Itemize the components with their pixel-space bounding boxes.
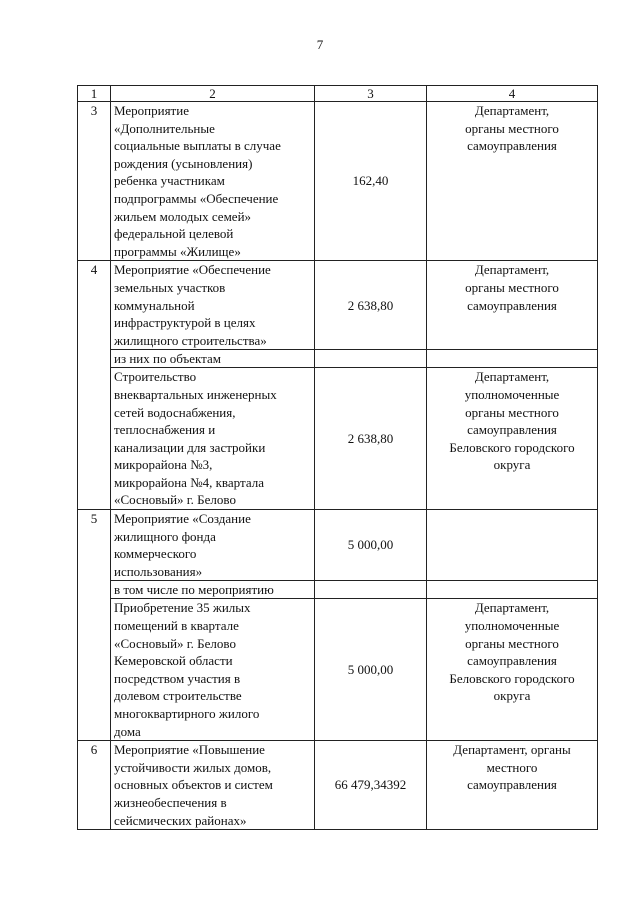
activity-text-line: жильем молодых семей» [114,208,252,224]
row-number-cell [78,510,111,581]
activity-text-line: коммунальной [114,297,195,313]
activity-text-line: жизнеобеспечения в [114,794,227,810]
amount-value: 2 638,80 [347,430,394,446]
row-number: 5 [90,511,98,527]
activity-cell [111,599,315,741]
activity-text-line: теплоснабжения и [114,422,216,438]
executor-text-line: округа [493,457,531,473]
amount-cell [315,510,427,581]
activity-text-line: Мероприятие [114,103,189,118]
row-number-cell [78,741,111,830]
activity-text-line: программы «Жилище» [114,243,241,259]
activity-text-line: подпрограммы «Обеспечение [114,190,279,206]
table-row [78,741,598,830]
activity-text-line: федеральной целевой [114,226,234,242]
row-number-cell [78,350,111,368]
activity-text-line: устойчивости жилых домов, [114,759,272,775]
subheader-cell [111,350,315,368]
executor-cell [427,510,598,581]
activity-text-line: «Сосновый» г. Белово [114,492,236,508]
activity-text-line: внеквартальных инженерных [114,386,277,402]
amount-cell [315,261,427,350]
executor-text-line: Департамент, [474,262,550,278]
subheader-label: в том числе по мероприятию [114,582,274,598]
activity-text-line: посредством участия в [114,670,241,686]
executor-text-line: самоуправления [467,297,557,313]
activity-text-line: сетей водоснабжения, [114,404,236,420]
table-row [78,599,598,741]
executor-cell [427,599,598,741]
executor-text-line: самоуправления [467,777,557,793]
activity-cell [111,741,315,830]
activity-cell [111,510,315,581]
row-number: 4 [90,262,98,278]
executor-text-line: округа [493,688,531,704]
activity-text-line: использования» [114,563,203,579]
executor-text-line: Департамент, органы [453,742,571,758]
empty-cell [315,350,427,368]
executor-text-line: Департамент, [474,600,550,616]
amount-cell [315,102,427,261]
amount-cell [315,741,427,830]
activity-text-line: микрорайона №3, [114,457,213,473]
activity-text-line: социальные выплаты в случае [114,138,281,154]
empty-cell [315,581,427,599]
activity-text-line: многоквартирного жилого [114,706,260,721]
amount-value: 5 000,00 [347,537,394,553]
activity-text-line: Мероприятие «Создание [114,511,251,527]
amount-value: 66 479,34392 [334,777,407,793]
executor-text-line: уполномоченные [464,386,560,402]
column-header: 1 [78,86,111,102]
executor-text-line: самоуправления [467,422,557,438]
table-row [78,261,598,350]
executor-text-line: органы местного [465,120,559,136]
column-header: 2 [111,86,315,102]
activity-text-line: ребенка участникам [114,173,225,189]
table-row [78,102,598,261]
row-number-cell [78,102,111,261]
activity-text-line: «Дополнительные [114,120,215,136]
executor-text-line: самоуправления [467,138,557,154]
activity-text-line: дома [114,723,141,739]
row-number: 6 [90,742,98,758]
activity-text-line: Приобретение 35 жилых [114,600,251,616]
activity-cell [111,261,315,350]
executor-cell [427,102,598,261]
activity-text-line: основных объектов и систем [114,777,273,793]
amount-value: 2 638,80 [347,297,394,313]
subheader-cell [111,581,315,599]
amount-value: 5 000,00 [347,662,394,678]
amount-cell [315,368,427,510]
activity-text-line: инфраструктурой в целях [114,315,256,331]
activity-text-line: канализации для застройки [114,439,266,455]
activity-text-line: жилищного строительства» [114,332,267,348]
empty-cell [427,350,598,368]
executor-text-line: Департамент, [474,103,550,118]
empty-cell [427,581,598,599]
executor-cell [427,368,598,510]
executor-text-line: местного [486,759,538,775]
executor-cell [427,741,598,830]
activity-text-line: Кемеровской области [114,653,233,669]
executor-text-line: органы местного [465,279,559,295]
amount-value: 162,40 [352,173,389,189]
activity-text-line: помещений в квартале [114,618,239,634]
activity-text-line: Мероприятие «Повышение [114,742,265,758]
column-header: 4 [427,86,598,102]
row-number-cell [78,261,111,350]
activity-text-line: сейсмических районах» [114,812,247,828]
activity-text-line: рождения (усыновления) [114,155,253,171]
column-header: 3 [315,86,427,102]
table-row [78,368,598,510]
activity-text-line: «Сосновый» г. Белово [114,635,236,651]
executor-text-line: органы местного [465,404,559,420]
subheader-row [78,581,598,599]
activity-cell [111,368,315,510]
activity-text-line: жилищного фонда [114,528,216,544]
executor-text-line: Беловского городского [449,439,575,455]
executor-text-line: органы местного [465,635,559,651]
activity-text-line: коммерческого [114,546,197,562]
subheader-label: из них по объектам [114,351,221,367]
activities-table [77,85,598,830]
executor-cell [427,261,598,350]
activity-text-line: Мероприятие «Обеспечение [114,262,271,278]
row-number-cell [78,368,111,510]
executor-text-line: самоуправления [467,653,557,669]
executor-text-line: Беловского городского [449,670,575,686]
executor-text-line: Департамент, [474,369,550,385]
amount-cell [315,599,427,741]
row-number-cell [78,599,111,741]
row-number: 3 [90,103,98,118]
activity-cell [111,102,315,261]
activity-text-line: Строительство [114,369,197,385]
table-row [78,510,598,581]
row-number-cell [78,581,111,599]
header-row [78,86,598,102]
activity-text-line: земельных участков [114,279,226,295]
activity-text-line: микрорайона №4, квартала [114,474,264,490]
page-number: 7 [316,37,324,52]
activity-text-line: долевом строительстве [114,688,242,704]
executor-text-line: уполномоченные [464,618,560,634]
subheader-row [78,350,598,368]
